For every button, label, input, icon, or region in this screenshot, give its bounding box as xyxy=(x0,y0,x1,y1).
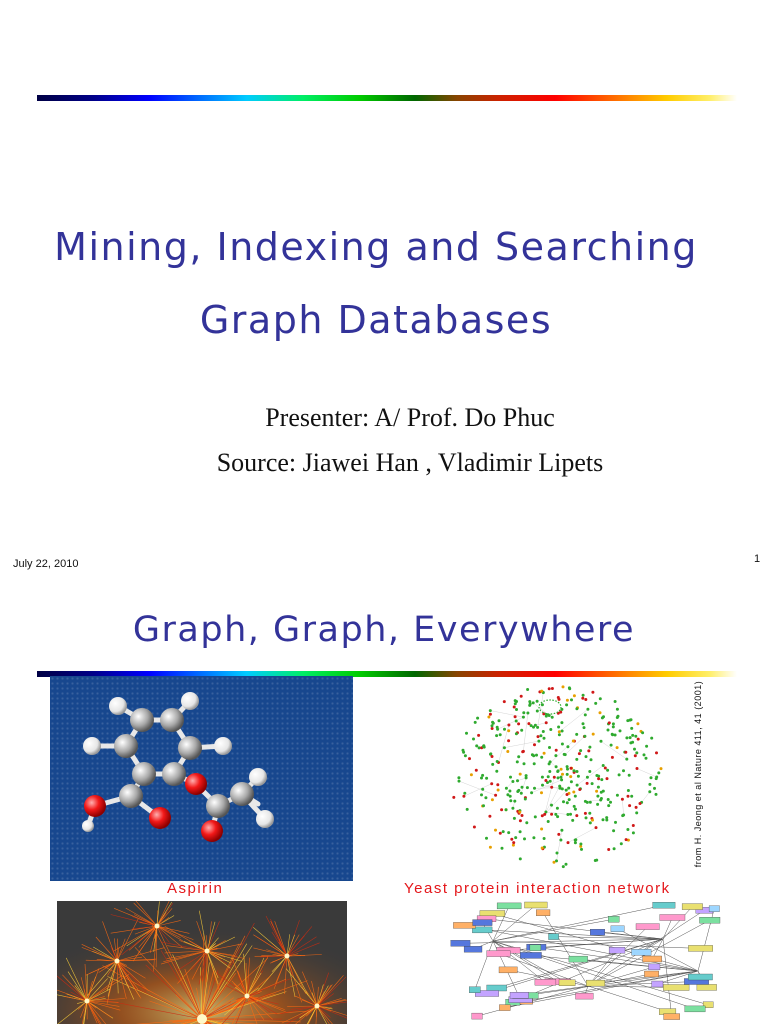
rainbow-divider xyxy=(37,95,737,101)
aspirin-caption: Aspirin xyxy=(167,880,224,897)
yeast-network-icon xyxy=(438,677,673,877)
yeast-caption: Yeast protein interaction network xyxy=(404,880,671,897)
aspirin-molecule-icon xyxy=(50,676,353,881)
source-line: Source: Jiawei Han , Vladimir Lipets xyxy=(216,448,604,477)
figure-credit-text: from H. Jeong et al Nature 411, 41 (2001) xyxy=(693,680,703,868)
slide-title: Graph, Graph, Everywhere xyxy=(132,610,636,650)
slide-2 xyxy=(0,585,768,1024)
internet-map-image xyxy=(57,901,347,1024)
presenter-line: Presenter: A/ Prof. Do Phuc xyxy=(265,403,555,432)
internet-graph-icon xyxy=(57,901,347,1024)
aspirin-molecule-image xyxy=(50,676,353,881)
figure-credit xyxy=(692,679,704,869)
concept-network-icon xyxy=(438,901,733,1024)
slide-title-line-2: Graph Databases xyxy=(199,298,553,342)
page-number: 1 xyxy=(754,553,761,565)
slide-title-line-1: Mining, Indexing and Searching xyxy=(54,225,698,269)
slide-date: July 22, 2010 xyxy=(13,558,79,570)
